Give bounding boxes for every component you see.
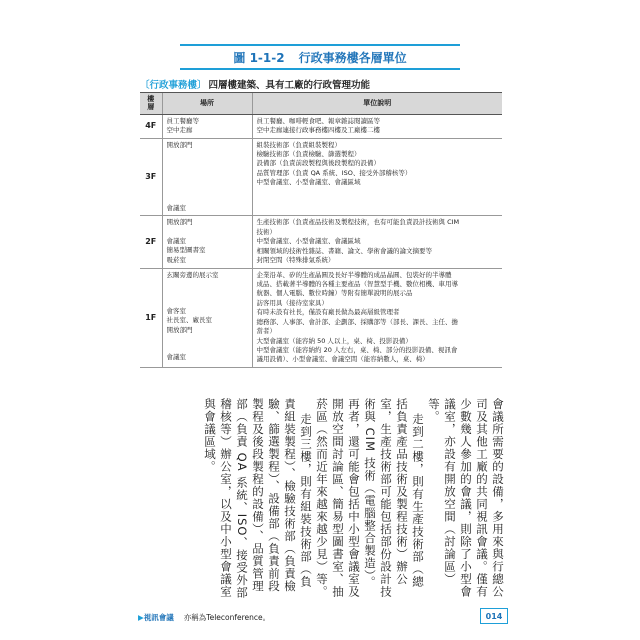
place-cell — [162, 138, 252, 216]
table-row — [140, 268, 502, 367]
desc-line: 相關領域的技術性雜誌、書籍、論文、學術會議的論文摘要等 — [256, 246, 432, 255]
desc-cell — [252, 216, 502, 268]
place-line: 玄關旁邊的展示室 — [166, 270, 219, 279]
desc-line: 空中走廊連接行政事務樓四樓及工廠樓二樓 — [256, 126, 380, 135]
desc-line: 總務部、人事部、會計部、企劃部、採購部等（部長、課長、主任、擔 — [256, 317, 458, 326]
footnote — [138, 612, 270, 623]
place-line: 開放部門 — [166, 325, 193, 334]
body-text — [148, 398, 506, 600]
floor-cell: 3F — [140, 138, 162, 216]
desc-line: 中型會議室（能容納約 20 人左右，桌、椅、部分的投影設備、視訊會 — [256, 345, 458, 354]
desc-line: 組裝技術部（負責組裝製程） — [256, 140, 341, 149]
place-line: 會議室 — [166, 236, 186, 245]
place-line: 會客室 — [166, 307, 186, 315]
place-cell — [162, 114, 252, 138]
desc-line: 員工餐廳、咖啡輕食吧、報章雜誌閱讀區等 — [256, 116, 380, 125]
figure-number: 圖 1-1-2 — [233, 50, 285, 65]
body-paragraph: 走到三樓，則有組裝技術部（負責組裝製程）、檢驗技術部（負責檢驗、篩選製程）、設備部（負責前段製程及後段製程的設備）、品質管理部（負責 QA 系統、ISO、接受外部稽核等）辦公室，以及中小型會議室與會議區域。 — [203, 398, 313, 599]
body-paragraph: 會議所需要的設備，多用來與行總公司及其他工廠的共同視訊會議。僅有少數幾人參加的會議，則除了小型會議室，亦設有開放空間（討論區）等。 — [427, 398, 505, 598]
desc-line: 生產技術部（負責產品技術及製程技術，也有可能負責設計技術與 CIM — [256, 218, 460, 227]
section-heading-text: 四層樓建築、具有工廠的行政管理功能 — [208, 80, 371, 91]
footnote-term: 視訊會議 — [143, 613, 174, 622]
desc-cell — [252, 138, 502, 216]
desc-line: 有時未設有社長，僅設有廠長做為最高層級管理者 — [256, 308, 400, 317]
desc-line: 品質管理部（負責 QA 系統、ISO、接受外部稽核等） — [256, 168, 412, 177]
desc-line: 中型會議室、小型會議室、會議區域 — [256, 237, 361, 246]
place-line: 會議室 — [166, 204, 186, 213]
floor-header — [140, 93, 162, 114]
desc-line: 大型會議室（能容納 50 人以上，桌、椅、投影設備） — [256, 336, 412, 345]
table-row — [140, 216, 502, 268]
floor-cell: 4F — [140, 114, 162, 138]
footnote-marker: ▶ — [138, 613, 144, 622]
desc-line: 封閉空間（特殊排氣系統） — [256, 256, 335, 265]
place-line: 開放部門 — [166, 140, 193, 149]
table-header-row — [140, 93, 502, 114]
section-heading — [140, 76, 502, 92]
body-paragraph: 走到二樓，則有生產技術部（總括負責產品技術及製程技術）辦公室，生產技術部可能包括部份設計技術與 CIM 技術（電腦整合製造）。再者，還可能會包括中小型會議室及開放空間討論區、簡易型圖書室、抽菸區（然而近年來越來越少見）等。 — [315, 398, 425, 598]
desc-line: 檢驗技術部（負責檢驗、篩選製程） — [256, 150, 361, 159]
place-line: 吸菸室 — [166, 255, 186, 264]
place-cell — [162, 216, 252, 268]
desc-line: 議用設備）、小型會議室、會議空間（能容納數人，桌、椅） — [256, 355, 429, 364]
table-row — [140, 114, 502, 138]
place-cell — [162, 268, 252, 367]
desc-line: 中型會議室、小型會議室、會議區域 — [256, 178, 361, 187]
floor-cell: 2F — [140, 216, 162, 268]
desc-line: 設備部（負責前段製程與後段製程的設備） — [256, 159, 380, 168]
figure-title: 行政事務樓各層單位 — [298, 50, 407, 65]
footnote-text: 亦稱為Teleconference。 — [183, 613, 271, 622]
desc-cell — [252, 114, 502, 138]
table-row — [140, 138, 502, 216]
desc-cell — [252, 268, 502, 367]
desc-line: 航器、個人電腦、數位時鐘）等附有簡單說明的展示品 — [256, 289, 413, 298]
desc-line: 技術） — [256, 227, 276, 236]
desc-line: 成品、搭載著半導體的各種主要產品（智慧型手機、數位相機、車用導 — [256, 280, 458, 288]
place-line: 簡易型圖書室 — [166, 246, 206, 255]
place-line: 會議室 — [166, 353, 186, 362]
page-number: 014 — [480, 608, 508, 624]
place-header: 場所 — [162, 93, 252, 114]
place-line: 空中走廊 — [166, 126, 193, 135]
place-line: 開放部門 — [166, 218, 193, 227]
place-line: 員工餐廳等 — [166, 116, 199, 125]
floor-cell: 1F — [140, 268, 162, 367]
section-tag: 〔行政事務樓〕 — [140, 80, 207, 91]
place-line: 社長室、廠長室 — [166, 316, 212, 325]
desc-line: 訪客用具（接待室家具） — [256, 298, 328, 307]
floor-header-text: 樓層 — [147, 95, 155, 112]
desc-line: 當者） — [256, 327, 276, 336]
figure-title-bar — [180, 44, 460, 70]
floor-table — [140, 92, 502, 395]
desc-line: 企業沿革、矽的生產晶圓及長好半導體的成品晶圓、包裝好的半導體 — [256, 270, 452, 279]
desc-header: 單位說明 — [252, 93, 502, 114]
